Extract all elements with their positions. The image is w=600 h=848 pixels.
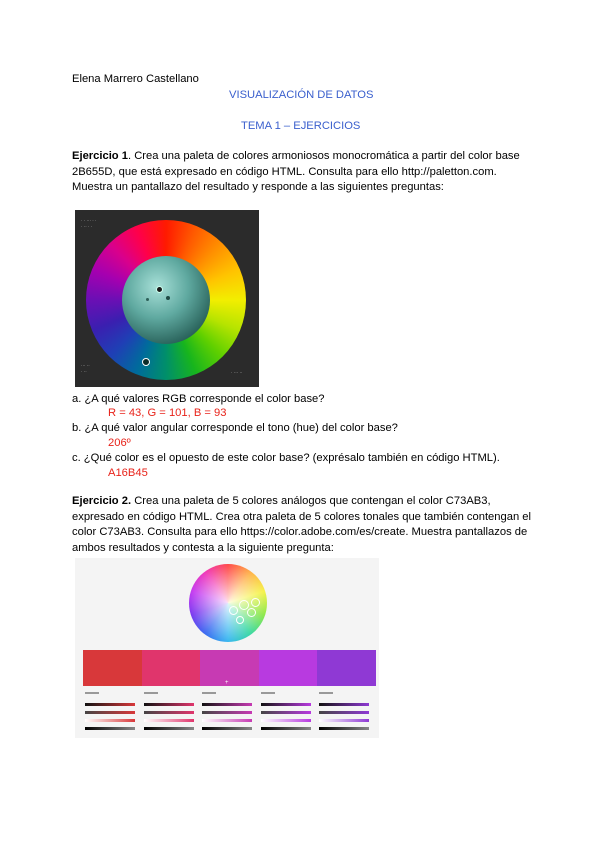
color-slider[interactable] bbox=[319, 719, 369, 722]
swatch-hex-label bbox=[144, 692, 158, 694]
color-slider[interactable] bbox=[202, 719, 252, 722]
exercise2-text-line1: Crea una paleta de 5 colores análogos que contengan el color C73AB3, bbox=[131, 495, 491, 507]
color-slider[interactable] bbox=[144, 727, 194, 730]
answer-c: A16B45 bbox=[108, 467, 148, 479]
document-title: VISUALIZACIÓN DE DATOS bbox=[229, 89, 374, 101]
swatch-hex-label bbox=[202, 692, 216, 694]
palette-swatch[interactable] bbox=[83, 650, 142, 686]
color-slider[interactable] bbox=[261, 703, 311, 706]
question-a: a. ¿A qué valores RGB corresponde el color base? bbox=[72, 393, 325, 405]
exercise1-text-line2: 2B655D, que está expresado en código HTML. Consulta para ello http://paletton.com. bbox=[72, 165, 497, 178]
monochrome-center bbox=[122, 256, 210, 344]
color-slider[interactable] bbox=[319, 703, 369, 706]
paletton-screenshot bbox=[75, 210, 259, 387]
paletton-caption-right: · ··· ·· bbox=[231, 370, 243, 375]
variant-marker bbox=[166, 296, 170, 300]
color-slider[interactable] bbox=[202, 727, 252, 730]
adobe-color-screenshot bbox=[75, 558, 379, 738]
question-b: b. ¿A qué valor angular corresponde el tono (hue) del color base? bbox=[72, 422, 398, 434]
exercise2-text-line4: ambos resultados y contesta a la siguiente pregunta: bbox=[72, 541, 334, 554]
color-slider[interactable] bbox=[85, 719, 135, 722]
palette-swatch[interactable] bbox=[317, 650, 376, 686]
swatch-hex-label bbox=[261, 692, 275, 694]
paletton-caption-bottom: ··· ·· · ·· bbox=[81, 363, 90, 374]
paletton-caption-top: · · ··· · · · ·· · · bbox=[81, 218, 97, 229]
base-color-marker bbox=[156, 286, 163, 293]
exercise1-label: Ejercicio 1 bbox=[72, 150, 128, 162]
palette-swatch[interactable] bbox=[259, 650, 318, 686]
author-name: Elena Marrero Castellano bbox=[72, 73, 199, 85]
color-slider[interactable] bbox=[319, 711, 369, 714]
color-slider[interactable] bbox=[261, 727, 311, 730]
slider-row bbox=[83, 727, 376, 735]
palette-swatch[interactable] bbox=[142, 650, 201, 686]
color-slider[interactable] bbox=[261, 711, 311, 714]
exercise1-statement bbox=[72, 149, 542, 196]
question-c: c. ¿Qué color es el opuesto de este color base? (exprésalo también en código HTML). bbox=[72, 452, 500, 464]
color-slider[interactable] bbox=[144, 719, 194, 722]
color-slider[interactable] bbox=[261, 719, 311, 722]
wheel-marker bbox=[247, 608, 256, 617]
adobe-color-wheel bbox=[189, 564, 267, 642]
slider-header-row bbox=[83, 692, 376, 700]
exercise2-text-line2: expresado en código HTML. Crea otra paleta de 5 colores tonales que también contengan el bbox=[72, 510, 531, 523]
color-slider[interactable] bbox=[144, 703, 194, 706]
color-slider[interactable] bbox=[202, 711, 252, 714]
color-slider[interactable] bbox=[85, 727, 135, 730]
color-slider[interactable] bbox=[202, 703, 252, 706]
answer-b: 206º bbox=[108, 437, 131, 449]
wheel-marker bbox=[229, 606, 238, 615]
exercise2-label: Ejercicio 2. bbox=[72, 495, 132, 507]
variant-marker bbox=[146, 298, 149, 301]
color-slider[interactable] bbox=[85, 703, 135, 706]
base-swatch-marker: + bbox=[225, 680, 229, 686]
color-slider[interactable] bbox=[144, 711, 194, 714]
exercise2-statement bbox=[72, 494, 542, 556]
slider-row bbox=[83, 719, 376, 727]
palette-swatch[interactable] bbox=[200, 650, 259, 686]
color-slider[interactable] bbox=[85, 711, 135, 714]
swatch-hex-label bbox=[85, 692, 99, 694]
slider-row bbox=[83, 703, 376, 711]
color-slider[interactable] bbox=[319, 727, 369, 730]
exercise2-text-line3: color C73AB3. Consulta para ello https://color.adobe.com/es/create. Muestra pantallazos de bbox=[72, 526, 528, 539]
wheel-marker bbox=[236, 616, 244, 624]
hue-handle bbox=[142, 358, 150, 366]
slider-row bbox=[83, 711, 376, 719]
wheel-marker bbox=[251, 598, 260, 607]
palette-swatches bbox=[83, 650, 376, 686]
color-wheel bbox=[86, 220, 246, 380]
exercise1-text-line1: . Crea una paleta de colores armoniosos monocromática a partir del color base bbox=[127, 150, 520, 162]
answer-a: R = 43, G = 101, B = 93 bbox=[108, 407, 227, 419]
document-subtitle: TEMA 1 – EJERCICIOS bbox=[241, 120, 361, 132]
swatch-hex-label bbox=[319, 692, 333, 694]
exercise1-text-line3: Muestra un pantallazo del resultado y responde a las siguientes preguntas: bbox=[72, 181, 444, 194]
